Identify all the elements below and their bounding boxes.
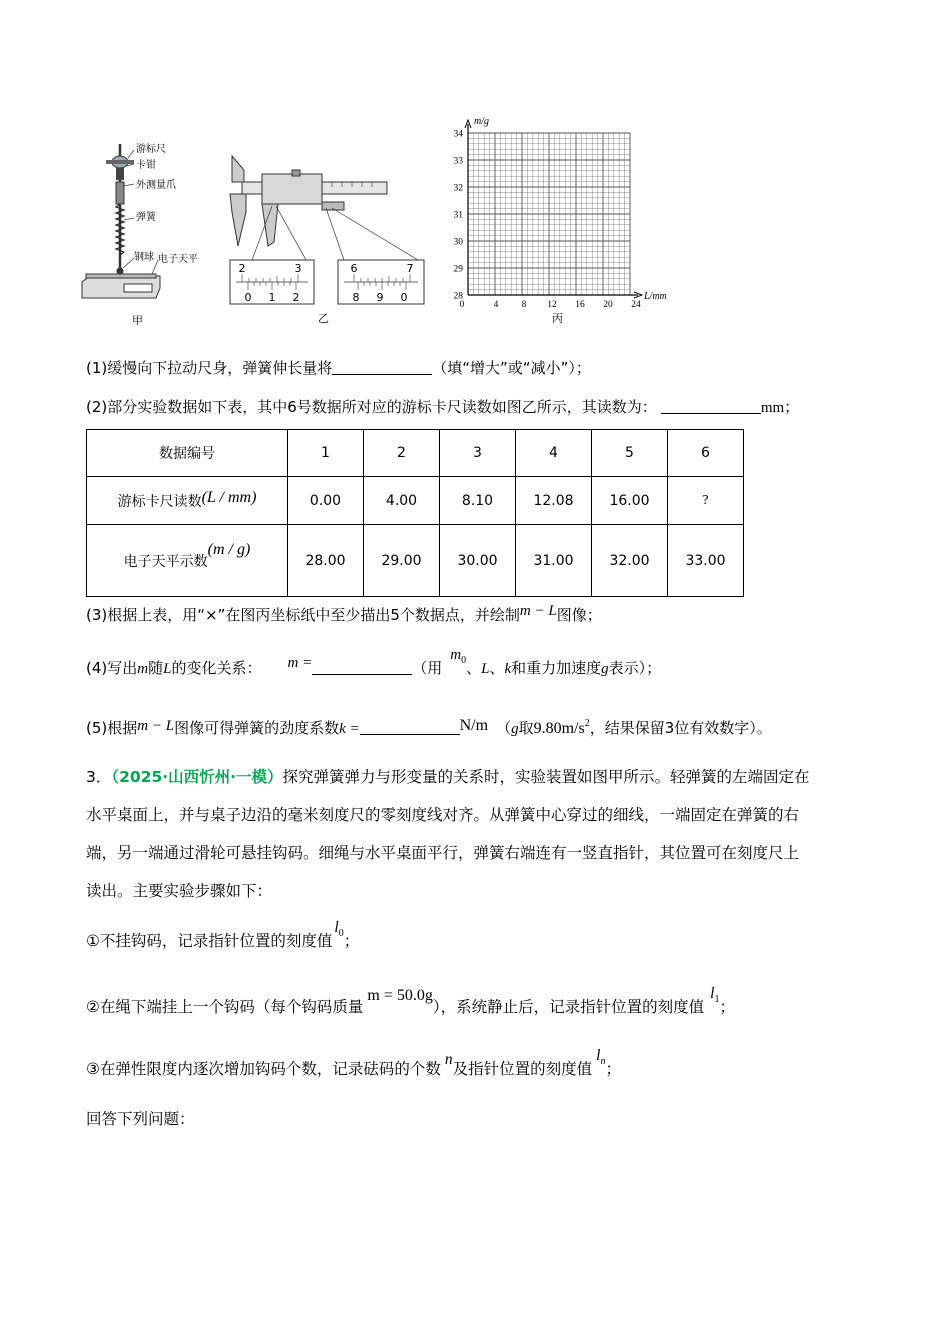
- table-header-label: 数据编号: [87, 430, 288, 477]
- y-tick-label: 33: [453, 156, 463, 167]
- problem-3-line-2: 水平桌面上，并与桌子边沿的毫米刻度尺的零刻度线对齐。从弹簧中心穿过的细线，一端固定在弹簧的右: [86, 806, 800, 824]
- label-dianzitianping: 电子天平: [158, 254, 198, 265]
- table-cell: 30.00: [440, 525, 516, 597]
- q4-equation: m =: [287, 655, 313, 671]
- yi-main-1b: 3: [294, 262, 302, 275]
- x-tick-label: 0: [459, 300, 465, 310]
- step-text: ），系统静止后，记录指针位置的刻度值: [432, 998, 705, 1016]
- problem-3-line-1: [86, 766, 810, 788]
- table-row-label: 电子天平示数(m / g): [87, 525, 288, 597]
- var-l0: l: [334, 919, 339, 936]
- x-tick-label: 4: [493, 300, 499, 310]
- q3-text: 根据上表，用“×”在图丙坐标纸中至少描出5个数据点，并绘制: [107, 606, 520, 624]
- step-end: ；: [605, 1060, 621, 1078]
- x-tick-label: 12: [547, 300, 557, 310]
- var-l1: l: [710, 985, 715, 1002]
- label-youbiaochi: 游标尺: [136, 144, 166, 155]
- y-axis-label: m/g: [474, 116, 489, 127]
- table-row-label: 游标卡尺读数(L / mm): [87, 477, 288, 525]
- yi-vernier-2c: 0: [400, 291, 408, 304]
- table-cell: 12.08: [516, 477, 592, 525]
- q1-answer-blank[interactable]: [332, 358, 432, 375]
- x-tick-labels: [460, 300, 641, 310]
- table-cell: 4.00: [364, 477, 440, 525]
- problem-text: 探究弹簧弹力与形变量的关系时，实验装置如图甲所示。轻弹簧的左端固定在: [282, 768, 810, 786]
- table-cell: 16.00: [592, 477, 668, 525]
- yi-main-1a: 2: [238, 262, 246, 275]
- q2-unit: mm: [760, 400, 785, 416]
- table-cell: 32.00: [592, 525, 668, 597]
- table-cell: 8.10: [440, 477, 516, 525]
- question-5: [86, 717, 772, 742]
- q3-math: m − L: [519, 603, 557, 619]
- yi-main-2a: 6: [350, 262, 358, 275]
- y-tick-label: 34: [453, 129, 463, 140]
- question-4: [86, 647, 662, 682]
- step-text: 及指针位置的刻度值: [452, 1060, 593, 1078]
- x-axis-label: L/mm: [644, 291, 667, 302]
- label-tanhuang: 弹簧: [136, 212, 156, 223]
- q5-unit: N/m: [459, 717, 489, 734]
- q1-prefix: (1): [86, 359, 108, 377]
- table-header-col: 1: [288, 430, 364, 477]
- table-cell: 29.00: [364, 525, 440, 597]
- q4-text: 写出: [107, 659, 138, 677]
- y-tick-label: 28: [453, 291, 463, 302]
- q5-answer-blank[interactable]: [360, 718, 460, 735]
- question-1: [86, 357, 591, 379]
- step-1: [86, 919, 360, 955]
- step-text: ①不挂钩码，记录指针位置的刻度值: [86, 932, 333, 950]
- q5-text: 取: [518, 719, 534, 737]
- q5-text: 图像可得弹簧的劲度系数: [174, 719, 340, 737]
- step-end: ；: [719, 998, 735, 1016]
- y-tick-label: 31: [453, 210, 463, 221]
- q4-var-g: g: [601, 661, 609, 677]
- q5-text: （: [496, 719, 512, 737]
- table-cell: 28.00: [288, 525, 364, 597]
- table-header-col: 5: [592, 430, 668, 477]
- yi-vernier-2b: 9: [376, 291, 384, 304]
- q1-suffix: （填“增大”或“减小”）；: [432, 359, 591, 377]
- q4-var-m: m: [137, 661, 149, 677]
- x-tick-label: 16: [575, 300, 585, 310]
- problem-3-line-3: 端，另一端通过滑轮可悬挂钩码。细绳与水平桌面平行，弹簧右端连有一竖直指针，其位置可在刻度尺上: [86, 844, 800, 862]
- q2-prefix: (2): [86, 398, 108, 416]
- y-tick-label: 29: [453, 264, 463, 275]
- yi-main-2b: 7: [406, 262, 414, 275]
- q2-end: ；: [784, 398, 800, 416]
- q5-math: m − L: [137, 718, 175, 734]
- q4-text: 和重力加速度: [511, 659, 602, 677]
- q2-answer-blank[interactable]: [661, 397, 761, 414]
- x-tick-label: 8: [521, 300, 527, 310]
- q4-text: 随: [148, 659, 164, 677]
- table-header-col: 2: [364, 430, 440, 477]
- q5-prefix: (5): [86, 719, 108, 737]
- table-row-unit: (m / g): [207, 540, 251, 558]
- table-cell: 0.00: [288, 477, 364, 525]
- y-tick-label: 32: [453, 183, 463, 194]
- q5-g-value: 9.80m/s: [533, 720, 585, 737]
- question-2: [86, 396, 799, 419]
- label-gangqiu: 钢球: [134, 252, 154, 263]
- problem-number: 3．: [86, 768, 112, 786]
- figure-yi: [222, 150, 432, 326]
- q5-var-k: k =: [339, 721, 360, 737]
- data-table: [86, 429, 744, 597]
- question-3: [86, 604, 602, 627]
- var-ln-sub: n: [600, 1056, 606, 1067]
- q5-var-g: g: [511, 721, 519, 737]
- q5-text: ，结果保留3位有效数字）。: [589, 719, 772, 737]
- var-l1-sub: 1: [714, 994, 720, 1005]
- q4-text: 的变化关系：: [171, 659, 262, 677]
- q3-suffix: 图像；: [556, 606, 602, 624]
- step-end: ；: [343, 932, 360, 950]
- q4-var-k: k: [504, 661, 512, 677]
- var-ln: l: [596, 1047, 601, 1064]
- table-row: [87, 477, 744, 525]
- q4-text: 、: [489, 659, 505, 677]
- yi-vernier-1c: 2: [292, 291, 300, 304]
- problem-source: （2025·山西忻州·一模）: [111, 768, 283, 786]
- q3-prefix: (3): [86, 606, 108, 624]
- q1-text: 缓慢向下拉动尺身，弹簧伸长量将: [107, 359, 333, 377]
- mass-value: m = 50.0g: [367, 987, 433, 1004]
- label-waiceliangzhua: 外测量爪: [136, 180, 176, 191]
- q5-text: 根据: [107, 719, 138, 737]
- q4-var-m0-sub: 0: [461, 655, 467, 666]
- q2-text: 部分实验数据如下表，其中6号数据所对应的游标卡尺读数如图乙所示，其读数为：: [107, 398, 657, 416]
- yi-vernier-1a: 0: [244, 291, 252, 304]
- step-text: ③在弹性限度内逐次增加钩码个数，记录砝码的个数: [86, 1060, 441, 1078]
- var-l0-sub: 0: [338, 928, 344, 939]
- step-2: [86, 985, 735, 1021]
- q5-g-exponent: 2: [584, 718, 590, 729]
- figure-bing-caption: 丙: [552, 312, 563, 325]
- q4-text: 表示）；: [608, 659, 662, 677]
- x-tick-label: 20: [603, 300, 613, 310]
- table-header-row: [87, 430, 744, 477]
- yi-vernier-2a: 8: [352, 291, 360, 304]
- q4-text: 、: [466, 659, 482, 677]
- table-cell-unknown: ?: [668, 477, 744, 525]
- y-tick-labels: [454, 130, 464, 302]
- step-text: ②在绳下端挂上一个钩码（每个钩码质量: [86, 998, 364, 1016]
- figure-jia: [76, 138, 216, 328]
- table-header-col: 4: [516, 430, 592, 477]
- x-tick-label: 24: [631, 300, 641, 310]
- q4-prefix: (4): [86, 659, 108, 677]
- q4-text: （用: [412, 659, 443, 677]
- step-3: [86, 1047, 621, 1083]
- table-header-col: 6: [668, 430, 744, 477]
- problem-3-line-4: 读出。主要实验步骤如下：: [86, 882, 273, 900]
- q4-answer-blank[interactable]: [312, 658, 412, 675]
- label-kaqian: 卡钳: [136, 160, 156, 171]
- var-n: n: [444, 1051, 453, 1068]
- table-cell: 33.00: [668, 525, 744, 597]
- table-cell: 31.00: [516, 525, 592, 597]
- graph-grid: [468, 133, 630, 295]
- q4-var-L: L: [481, 661, 490, 677]
- q4-var-L: L: [163, 661, 172, 677]
- figure-bing: [448, 112, 688, 326]
- closing-text: 回答下列问题：: [86, 1110, 195, 1128]
- y-tick-label: 30: [453, 237, 463, 248]
- figure-jia-caption: 甲: [132, 314, 143, 327]
- q4-var-m0: m: [450, 647, 462, 663]
- figure-yi-caption: 乙: [318, 312, 329, 325]
- table-row-unit: (L / mm): [201, 488, 257, 506]
- table-header-col: 3: [440, 430, 516, 477]
- table-row: [87, 525, 744, 597]
- yi-vernier-1b: 1: [268, 291, 276, 304]
